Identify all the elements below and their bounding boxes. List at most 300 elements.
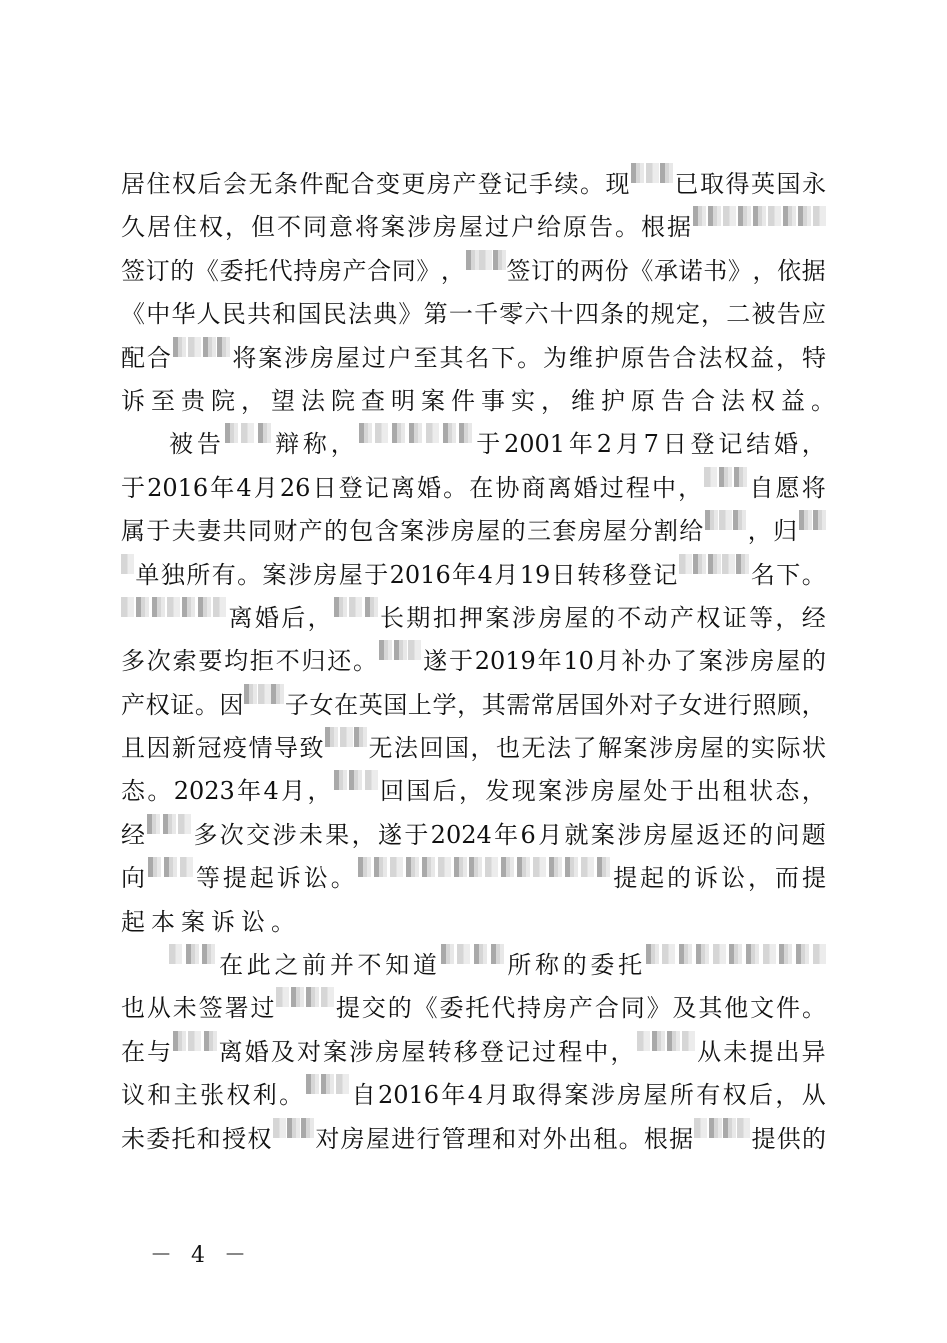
text-char: 次 — [219, 820, 244, 849]
text-char: 补 — [621, 647, 646, 676]
text-char: 记 — [506, 1037, 530, 1066]
text-char: 屋 — [476, 517, 501, 546]
redaction-mark — [813, 944, 826, 964]
text-char: 解 — [598, 734, 622, 763]
text-char: 外 — [604, 690, 629, 719]
text-char: 合 — [350, 170, 375, 198]
text-char: 原 — [620, 343, 645, 372]
text-char: 涉 — [425, 517, 450, 546]
text-char: 异 — [801, 1037, 826, 1066]
redaction-mark — [291, 987, 304, 1007]
text-char: 了 — [673, 647, 698, 676]
text-char: 定 — [675, 300, 700, 329]
redaction-mark — [340, 727, 353, 747]
text-char: 下 — [491, 343, 516, 372]
text-char: 了 — [572, 734, 597, 763]
text-char: 合 — [672, 343, 697, 372]
text-char: 条 — [274, 170, 298, 198]
text-char: 和 — [272, 300, 297, 329]
text-char: 张 — [200, 1081, 225, 1110]
text-line — [121, 987, 826, 1030]
text-char: ， — [801, 690, 826, 719]
text-char: 2001 — [504, 430, 566, 459]
text-char: 屋 — [335, 343, 360, 372]
redaction-mark — [365, 597, 378, 617]
text-char: 2 — [596, 430, 612, 459]
text-char: 独 — [160, 560, 185, 589]
text-char: 同 — [247, 517, 272, 546]
text-char: 久 — [121, 213, 145, 242]
text-char: 讼 — [721, 864, 746, 893]
text-char: 辩 — [275, 430, 300, 459]
text-char: 多 — [193, 820, 218, 849]
text-line — [121, 554, 826, 597]
text-char: 在 — [219, 951, 244, 980]
text-char: 。 — [271, 907, 295, 936]
text-char: 未 — [723, 1037, 748, 1066]
text-char: 产 — [121, 690, 145, 719]
text-char: 所 — [507, 951, 532, 980]
redaction-mark — [768, 206, 781, 226]
redaction-mark — [719, 510, 732, 530]
text-char: 六 — [524, 300, 549, 329]
text-char: 子 — [284, 690, 309, 719]
text-char: ， — [748, 864, 773, 893]
text-char: 同 — [620, 994, 645, 1023]
text-char: 署 — [224, 994, 249, 1023]
text-line — [121, 206, 826, 249]
text-char: 案 — [421, 386, 445, 415]
text-char: 》 — [416, 256, 441, 285]
text-char: 中 — [146, 300, 171, 329]
text-char: 涉 — [617, 820, 642, 849]
text-char: 行 — [727, 690, 752, 719]
text-char: 。 — [147, 777, 172, 806]
text-char: 取 — [511, 1081, 536, 1110]
text-char: 涉 — [590, 1081, 615, 1110]
text-char: 利 — [252, 1081, 277, 1110]
text-char: 转 — [577, 560, 602, 589]
redaction-mark — [679, 554, 692, 574]
text-char: 英 — [358, 690, 383, 719]
text-char: 19 — [519, 560, 551, 589]
text-char: 人 — [196, 300, 221, 329]
text-char: 次 — [146, 647, 171, 676]
text-char: 学 — [432, 690, 457, 719]
text-char: 提 — [222, 864, 247, 893]
text-char: 涉 — [511, 603, 536, 632]
text-char: 回 — [379, 777, 404, 806]
redaction-mark — [163, 814, 176, 834]
text-char: 被 — [751, 300, 776, 329]
text-char: 屋 — [459, 213, 483, 242]
text-char: 的 — [555, 256, 580, 285]
text-char: 涉 — [272, 820, 297, 849]
text-char: 态 — [775, 777, 800, 806]
text-char: 有 — [696, 1081, 721, 1110]
text-char: 房 — [317, 256, 342, 285]
text-char: 讼 — [241, 907, 265, 936]
text-char: 屋 — [669, 820, 694, 849]
text-char: 权 — [751, 386, 775, 415]
text-char: 屋 — [603, 517, 628, 546]
text-char: 告 — [646, 343, 671, 372]
text-char: 知 — [385, 951, 410, 980]
text-char: 在 — [469, 473, 494, 502]
text-char: 授 — [222, 1124, 247, 1153]
redaction-mark — [501, 857, 514, 877]
text-char: 订 — [530, 256, 555, 285]
text-char: 。 — [615, 213, 639, 242]
redaction-mark — [408, 640, 421, 660]
text-char: 份 — [604, 256, 629, 285]
text-line — [121, 250, 826, 293]
text-char: 所 — [186, 560, 211, 589]
redaction-mark — [704, 467, 717, 487]
text-char: 登 — [479, 1037, 504, 1066]
text-char: 给 — [679, 517, 704, 546]
text-line — [121, 640, 826, 683]
redaction-mark — [334, 770, 347, 790]
redaction-mark — [164, 857, 177, 877]
text-char: 签 — [121, 256, 145, 285]
redaction-mark — [637, 1031, 650, 1051]
text-char: 登 — [478, 170, 502, 198]
text-char: 房 — [427, 170, 451, 198]
text-char: 为 — [543, 343, 568, 372]
text-char: 涉 — [649, 734, 673, 763]
redaction-mark — [493, 250, 506, 270]
text-char: 有 — [211, 560, 236, 589]
text-char: 中 — [584, 1037, 609, 1066]
redaction-mark — [148, 857, 161, 877]
text-line — [121, 510, 826, 553]
text-char: 出 — [696, 777, 721, 806]
text-char: 的 — [501, 517, 526, 546]
text-char: 合 — [691, 386, 715, 415]
text-char: 房 — [375, 1037, 400, 1066]
text-char: 均 — [224, 647, 249, 676]
text-char: 权 — [226, 1081, 251, 1110]
text-char: 产 — [342, 256, 367, 285]
text-char: 院 — [211, 386, 235, 415]
text-char: 本 — [151, 907, 175, 936]
redaction-mark — [422, 857, 435, 877]
text-char: 起 — [249, 864, 274, 893]
text-char: 给 — [537, 213, 561, 242]
text-char: 单 — [135, 560, 160, 589]
text-char: 出 — [775, 1037, 800, 1066]
redaction-mark — [182, 597, 195, 617]
text-char: 未 — [172, 994, 197, 1023]
text-char: 的 — [324, 517, 348, 546]
text-char: 依 — [777, 256, 802, 285]
text-char: ， — [801, 777, 826, 806]
text-char: 与 — [147, 1037, 172, 1066]
text-char: 日 — [551, 560, 576, 589]
redaction-mark — [517, 857, 530, 877]
text-char: 租 — [593, 1124, 618, 1153]
text-char: 房 — [543, 994, 568, 1023]
text-char: 》 — [646, 994, 671, 1023]
text-char: 在 — [334, 690, 359, 719]
text-char: 和 — [492, 1124, 517, 1153]
text-char: 配 — [325, 170, 349, 198]
text-char: 国 — [445, 734, 469, 763]
text-char: 未 — [298, 820, 323, 849]
text-char: 状 — [802, 734, 826, 763]
text-char: 经 — [121, 820, 145, 849]
text-char: 记 — [653, 560, 678, 589]
redaction-mark — [682, 1031, 695, 1051]
text-char: 登 — [338, 473, 363, 502]
text-char: 。 — [353, 647, 378, 676]
text-char: 案 — [485, 603, 510, 632]
text-char: 年 — [537, 647, 562, 676]
text-char: 要 — [198, 647, 223, 676]
redaction-mark — [753, 206, 766, 226]
text-char: 案 — [258, 343, 283, 372]
text-char: 程 — [558, 1037, 583, 1066]
text-char: 26 — [279, 473, 311, 502]
redaction-mark — [713, 944, 726, 964]
text-char: 年 — [210, 473, 235, 502]
text-line — [121, 727, 826, 770]
text-char: 提 — [749, 1037, 774, 1066]
text-char: 外 — [542, 1124, 567, 1153]
text-char: 月 — [595, 647, 620, 676]
redaction-mark — [217, 337, 230, 357]
text-char: 交 — [246, 820, 271, 849]
text-char: 日 — [662, 430, 687, 459]
text-char: 国 — [406, 777, 431, 806]
redaction-mark — [349, 770, 362, 790]
text-char: 前 — [302, 951, 327, 980]
text-char: 产 — [669, 603, 694, 632]
text-char: 。 — [811, 386, 835, 415]
redaction-mark — [693, 206, 706, 226]
text-char: 托 — [171, 1124, 196, 1153]
text-char: 》 — [727, 256, 752, 285]
text-char: ， — [678, 473, 703, 502]
text-char: 讼 — [303, 864, 328, 893]
page-number: － 4 － — [150, 1243, 252, 1268]
text-char: 同 — [391, 256, 416, 285]
redaction-mark — [457, 944, 470, 964]
text-line — [121, 423, 826, 466]
text-char: 订 — [145, 256, 170, 285]
text-line — [121, 1118, 826, 1161]
text-char: 其 — [439, 343, 464, 372]
text-char: 至 — [413, 343, 438, 372]
text-char: 持 — [517, 994, 542, 1023]
text-line — [121, 1031, 826, 1074]
text-char: 望 — [271, 386, 295, 415]
text-char: 对 — [629, 690, 654, 719]
text-char: 零 — [499, 300, 524, 329]
text-char: 年 — [452, 560, 477, 589]
text-char: 对 — [517, 1124, 542, 1153]
text-char: 。 — [517, 343, 542, 372]
text-char: ， — [801, 430, 826, 459]
text-char: 因 — [219, 690, 244, 719]
redaction-mark — [533, 857, 546, 877]
text-char: 从 — [146, 994, 171, 1023]
text-char: 10 — [563, 647, 594, 676]
redaction-mark — [783, 206, 796, 226]
text-char: 将 — [232, 343, 257, 372]
text-char: ， — [459, 777, 484, 806]
text-char: 诉 — [121, 386, 145, 415]
text-char: 而 — [775, 864, 799, 893]
text-char: 登 — [690, 430, 715, 459]
text-char: 的 — [562, 951, 587, 980]
redaction-mark — [354, 727, 367, 747]
text-char: 委 — [439, 994, 464, 1023]
text-char: 的 — [625, 300, 650, 329]
text-char: 签 — [506, 256, 531, 285]
text-char: 问 — [775, 820, 800, 849]
text-char: 房 — [750, 647, 775, 676]
redaction-mark — [454, 857, 467, 877]
redaction-mark — [276, 987, 289, 1007]
text-char: 居 — [121, 170, 145, 198]
redaction-mark — [709, 1118, 722, 1138]
text-char: 管 — [441, 1124, 466, 1153]
text-char: 件 — [299, 170, 324, 198]
text-char: 权 — [199, 213, 223, 242]
text-char: 涉 — [349, 1037, 374, 1066]
text-char: 国 — [580, 690, 605, 719]
text-char: 。 — [279, 1081, 304, 1110]
text-char: 租 — [722, 777, 747, 806]
text-char: 规 — [650, 300, 675, 329]
text-char: 户 — [511, 213, 535, 242]
text-char: 婚 — [573, 473, 598, 502]
text-char: 经 — [801, 603, 826, 632]
text-char: 不 — [617, 603, 642, 632]
text-char: 书 — [703, 256, 728, 285]
text-line — [121, 1074, 826, 1117]
redaction-mark — [406, 857, 419, 877]
text-char: 果 — [325, 820, 350, 849]
text-char: 将 — [355, 213, 379, 242]
text-char: 登 — [627, 560, 652, 589]
text-char: 上 — [407, 690, 432, 719]
text-char: 月 — [253, 473, 278, 502]
redaction-mark — [409, 423, 422, 443]
text-char: 屋 — [564, 603, 589, 632]
text-char: 房 — [577, 517, 602, 546]
redaction-mark — [336, 1074, 349, 1094]
text-char: 进 — [703, 690, 728, 719]
text-char: 月 — [281, 777, 306, 806]
text-line — [121, 770, 826, 813]
text-char: 共 — [222, 517, 247, 546]
text-char: 后 — [748, 1081, 773, 1110]
text-line — [121, 337, 826, 380]
text-char: 诉 — [694, 864, 719, 893]
text-char: 屋 — [700, 734, 724, 763]
text-char: 此 — [246, 951, 271, 980]
text-char: 归 — [773, 517, 798, 546]
text-line — [121, 901, 826, 944]
text-char: ， — [776, 343, 801, 372]
text-char: 案 — [590, 820, 615, 849]
text-char: 的 — [801, 1124, 826, 1153]
text-char: 法 — [698, 343, 723, 372]
text-char: 夫 — [171, 517, 196, 546]
text-char: 房 — [340, 1124, 365, 1153]
redaction-mark — [306, 987, 319, 1007]
text-char: 事 — [481, 386, 505, 415]
text-char: 名 — [465, 343, 490, 372]
text-char: 住 — [146, 170, 171, 198]
text-char: 提 — [801, 864, 826, 893]
text-char: 》 — [398, 300, 423, 329]
text-char: 诉 — [276, 864, 301, 893]
text-char: 《 — [629, 256, 654, 285]
redaction-mark — [178, 814, 191, 834]
text-char: ， — [225, 213, 249, 242]
text-char: 房 — [590, 777, 615, 806]
text-char: 原 — [563, 213, 587, 242]
text-char: 续 — [554, 170, 579, 198]
text-char: 商 — [521, 473, 546, 502]
text-char: 屋 — [776, 647, 801, 676]
text-char: 的 — [725, 734, 750, 763]
text-char: 将 — [801, 473, 826, 502]
text-char: 2016 — [389, 560, 451, 589]
redaction-mark — [394, 640, 407, 660]
text-char: 等 — [195, 864, 220, 893]
redaction-mark — [746, 944, 759, 964]
text-char: 理 — [466, 1124, 491, 1153]
redaction-mark — [485, 857, 498, 877]
text-char: 遂 — [423, 647, 448, 676]
redaction-mark — [169, 944, 182, 964]
text-char: 文 — [750, 994, 775, 1023]
text-char: 于 — [476, 430, 501, 459]
text-char: 办 — [647, 647, 672, 676]
text-char: 月 — [485, 1081, 510, 1110]
text-char: 和 — [196, 1124, 221, 1153]
text-char: 照 — [752, 690, 777, 719]
text-char: 出 — [568, 1124, 593, 1153]
text-char: 妻 — [197, 517, 222, 546]
text-char: 。 — [330, 864, 355, 893]
redaction-mark — [152, 597, 165, 617]
text-char: 2023 — [173, 777, 235, 806]
text-char: 《 — [413, 994, 438, 1023]
text-char: 年 — [494, 820, 519, 849]
text-line — [121, 380, 835, 423]
text-char: 协 — [495, 473, 520, 502]
text-char: 房 — [643, 820, 668, 849]
text-char: 院 — [331, 386, 355, 415]
text-char: 告 — [196, 430, 221, 459]
text-char: 原 — [631, 386, 655, 415]
redaction-mark — [723, 206, 736, 226]
redaction-mark — [244, 684, 257, 704]
text-char: 告 — [589, 213, 613, 242]
text-char: 同 — [303, 213, 327, 242]
text-char: 房 — [674, 734, 699, 763]
text-char: 交 — [361, 994, 386, 1023]
text-char: 《 — [194, 256, 219, 285]
text-char: 一 — [448, 300, 473, 329]
text-char: 套 — [552, 517, 577, 546]
